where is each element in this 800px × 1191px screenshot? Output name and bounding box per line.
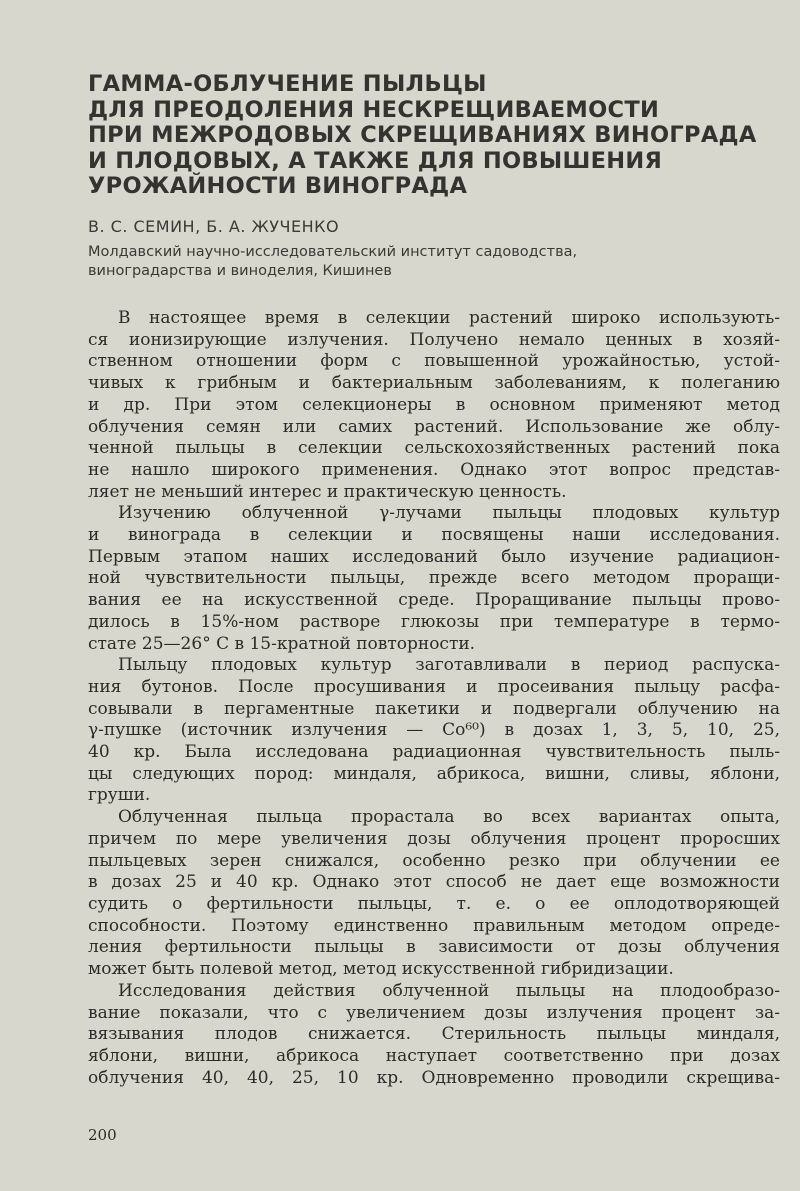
- body-line: может быть полевой метод, метод искусственной гибридизации.: [88, 959, 674, 980]
- article-body: [88, 308, 780, 1089]
- body-line: ния бутонов. После просушивания и просеивания пыльцу расфа-: [88, 676, 780, 697]
- title-line: ДЛЯ ПРЕОДОЛЕНИЯ НЕСКРЕЩИВАЕМОСТИ: [88, 96, 660, 123]
- title-line: ПРИ МЕЖРОДОВЫХ СКРЕЩИВАНИЯХ ВИНОГРАДА: [88, 122, 757, 148]
- body-line: не нашло широкого применения. Однако этот вопрос представ-: [88, 459, 780, 480]
- article-title: [88, 72, 778, 200]
- body-line: груши.: [88, 785, 151, 806]
- body-line: пыльцевых зерен снижался, особенно резко при облучении ее: [88, 850, 780, 871]
- body-line: в дозах 25 и 40 кр. Однако этот способ не дает еще возможности: [88, 872, 780, 893]
- authors: В. С. СЕМИН, Б. А. ЖУЧЕНКО: [88, 217, 340, 236]
- body-line: вания ее на искусственной среде. Проращивание пыльцы прово-: [88, 590, 780, 611]
- body-line: Облученная пыльца прорастала во всех вариантах опыта,: [118, 807, 780, 828]
- title-line: ГАММА-ОБЛУЧЕНИЕ ПЫЛЬЦЫ: [88, 71, 487, 97]
- body-line: ственном отношении форм с повышенной урожайностью, устой-: [88, 351, 780, 372]
- body-line: облучения семян или самих растений. Использование же облу-: [88, 416, 780, 437]
- body-line: и др. При этом селекционеры в основном применяют метод: [88, 394, 780, 415]
- page-number: 200: [88, 1126, 117, 1144]
- body-line: вание показали, что с увеличением дозы излучения процент за-: [88, 1002, 780, 1023]
- body-line: ной чувствительности пыльцы, прежде всего методом проращи-: [88, 568, 780, 589]
- title-line: И ПЛОДОВЫХ, А ТАКЖЕ ДЛЯ ПОВЫШЕНИЯ: [88, 147, 663, 174]
- body-line: Пыльцу плодовых культур заготавливали в период распуска-: [118, 655, 780, 676]
- affiliation: [88, 243, 778, 281]
- body-line: ся ионизирующие излучения. Получено немало ценных в хозяй-: [88, 329, 780, 350]
- body-line: яблони, вишни, абрикоса наступает соответственно при дозах: [88, 1045, 780, 1066]
- affiliation-line: виноградарства и виноделия, Кишинев: [88, 263, 392, 279]
- body-line: вязывания плодов снижается. Стерильность пыльцы миндаля,: [88, 1024, 780, 1045]
- body-line: В настоящее время в селекции растений широко использують-: [118, 308, 780, 328]
- body-line: судить о фертильности пыльцы, т. е. о ее оплодотворяющей: [88, 893, 780, 914]
- body-line: Первым этапом наших исследований было изучение радиацион-: [88, 546, 780, 567]
- body-line: Исследования действия облученной пыльцы на плодообразо-: [118, 980, 780, 1001]
- body-line: Изучению облученной γ-лучами пыльцы плодовых культур: [118, 503, 780, 524]
- body-line: чивых к грибным и бактериальным заболеваниям, к полеганию: [88, 373, 780, 394]
- body-line: 40 кр. Была исследована радиационная чувствительность пыль-: [88, 742, 780, 763]
- affiliation-line: Молдавский научно-исследовательский институт садоводства,: [88, 244, 578, 260]
- body-line: дилось в 15%-ном растворе глюкозы при температуре в термо-: [88, 611, 780, 632]
- body-line: способности. Поэтому единственно правильным методом опреде-: [88, 915, 780, 936]
- body-line: стате 25—26° С в 15-кратной повторности.: [88, 633, 476, 654]
- body-line: облучения 40, 40, 25, 10 кр. Одновременно проводили скрещива-: [88, 1067, 780, 1088]
- body-line: ления фертильности пыльцы в зависимости от дозы облучения: [88, 937, 780, 958]
- body-line: ляет не меньший интерес и практическую ценность.: [88, 481, 567, 502]
- body-line: и винограда в селекции и посвящены наши исследования.: [88, 525, 780, 546]
- body-line: γ-пушке (источник излучения — Co⁶⁰) в дозах 1, 3, 5, 10, 25,: [88, 720, 780, 741]
- title-line: УРОЖАЙНОСТИ ВИНОГРАДА: [88, 173, 468, 199]
- body-line: цы следующих пород: миндаля, абрикоса, вишни, сливы, яблони,: [88, 763, 780, 784]
- body-line: ченной пыльцы в селекции сельскохозяйственных растений пока: [88, 438, 780, 459]
- body-line: совывали в пергаментные пакетики и подвергали облучению на: [88, 698, 780, 719]
- body-line: причем по мере увеличения дозы облучения процент проросших: [88, 828, 780, 849]
